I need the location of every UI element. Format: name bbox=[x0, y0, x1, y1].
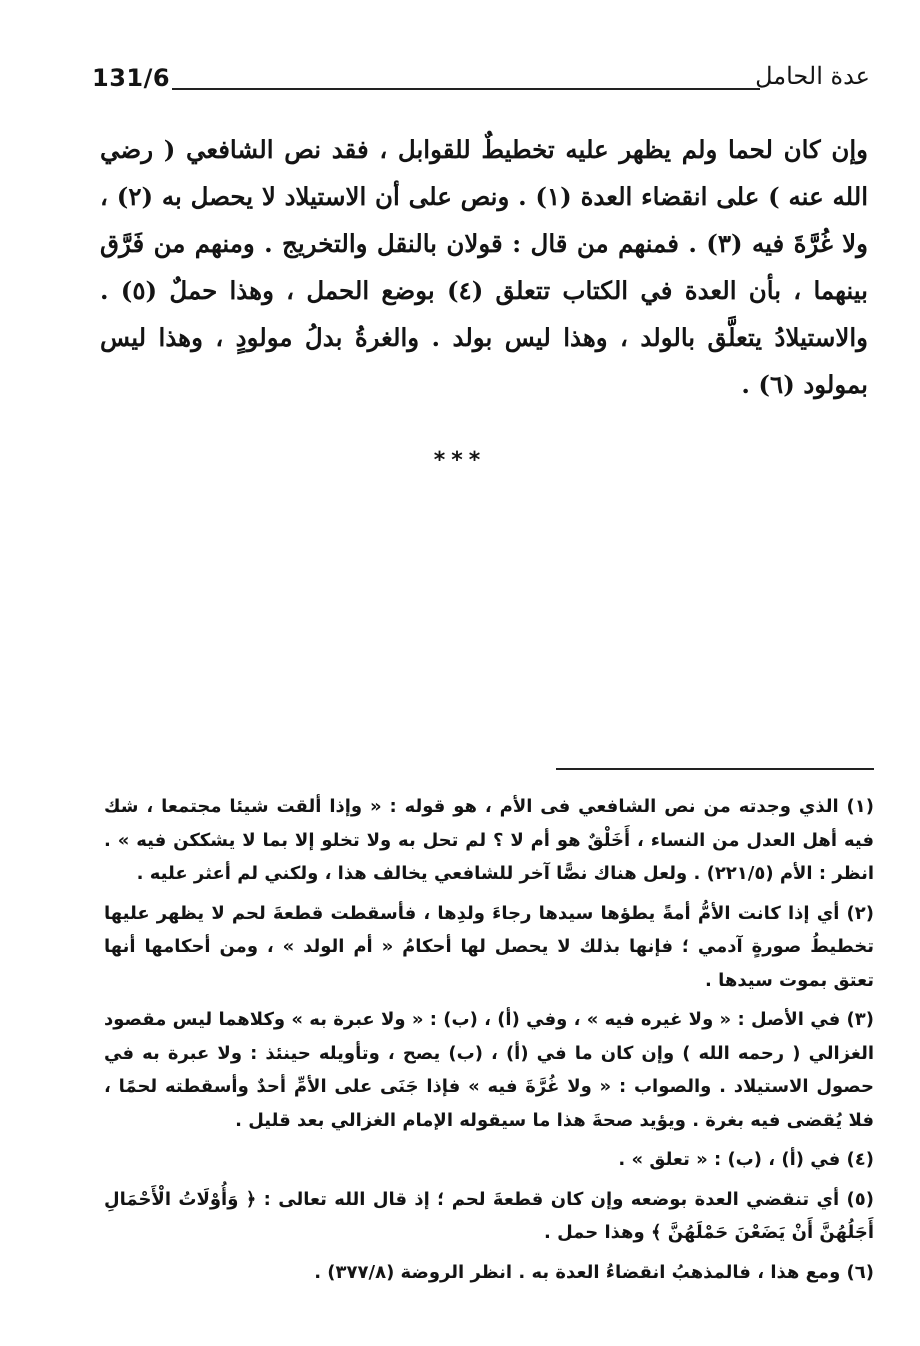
running-title: عدة الحامل bbox=[755, 62, 870, 90]
header-rule bbox=[172, 88, 760, 90]
footnotes bbox=[104, 790, 874, 1295]
footnote-5: (٥) أي تنقضي العدة بوضعه وإن كان قطعةَ لحم ؛ إذ قال الله تعالى : ﴿ وَأُوْلَاتُ الْأَحْمَالِ أَجَلُهُنَّ أَنْ يَضَعْنَ حَمْلَهُنَّ ﴾ وهذا حمل . bbox=[104, 1188, 874, 1243]
footnote-6: (٦) ومع هذا ، فالمذهبُ انقضاءُ العدة به . انظر الروضة (٣٧٧/٨) . bbox=[314, 1261, 874, 1283]
page-number: 131/6 bbox=[92, 64, 171, 92]
section-divider: *** bbox=[433, 448, 487, 473]
footnote-4: (٤) في (أ) ، (ب) : « تعلق » . bbox=[618, 1149, 874, 1170]
footnote-2: (٢) أي إذا كانت الأمُّ أمةً يطؤها سيدها رجاءَ ولدِها ، فأسقطت قطعةَ لحم لا يظهر عليها تخطيطُ صورةٍ آدمي ؛ فإنها بذلك لا يحصل لها أحكامُ « أم الولد » ، ومن أحكامها أنها تعتق بموت سيدها . bbox=[104, 902, 874, 991]
body-paragraph: وإن كان لحما ولم يظهر عليه تخطيطٌ للقوابل ، فقد نص الشافعي ( رضي الله عنه ) على انقضاء العدة (١) . ونص على أن الاستيلاد لا يحصل به (٢) ، ولا غُرَّةَ فيه (٣) . فمنهم من قال : قولان بالنقل والتخريج . ومنهم من فَرَّق بينهما ، بأن العدة في الكتاب تتعلق (٤) بوضع الحمل ، وهذا حملٌ (٥) . والاستيلادُ يتعلَّق بالولد ، وهذا ليس بولد . والغرةُ بدلُ مولودٍ ، وهذا ليس بمولود (٦) . bbox=[100, 135, 869, 399]
footnote-3: (٣) في الأصل : « ولا غيره فيه » ، وفي (أ) ، (ب) : « ولا عبرة به » وكلاهما ليس مقصود الغزالي ( رحمه الله ) وإن كان ما في (أ) ، (ب) يصح ، وتأويله حينئذ : ولا عبرة به في حصول الاستيلاد . والصواب : « ولا غُرَّةَ فيه » فإذا جَنَى على الأمِّ أحدٌ وأسقطته لحمًا ، فلا يُقضى فيه بغرة . ويؤيد صحةَ هذا ما سيقوله الإمام الغزالي بعد قليل . bbox=[104, 1009, 874, 1131]
footnote-separator bbox=[556, 768, 874, 770]
running-header bbox=[92, 64, 870, 98]
footnote-1: (١) الذي وجدته من نص الشافعي فى الأم ، هو قوله : « وإذا ألقت شيئا مجتمعا ، شك فيه أهل العدل من النساء ، أَخَلْقٌ هو أم لا ؟ لم تحل به ولا تخلو إلا بما لا يشككن فيه » . انظر : الأم (٢٢١/٥) . ولعل هناك نصًّا آخر للشافعي يخالف هذا ، ولكني لم أعثر عليه . bbox=[104, 796, 874, 884]
main-text bbox=[100, 126, 868, 408]
